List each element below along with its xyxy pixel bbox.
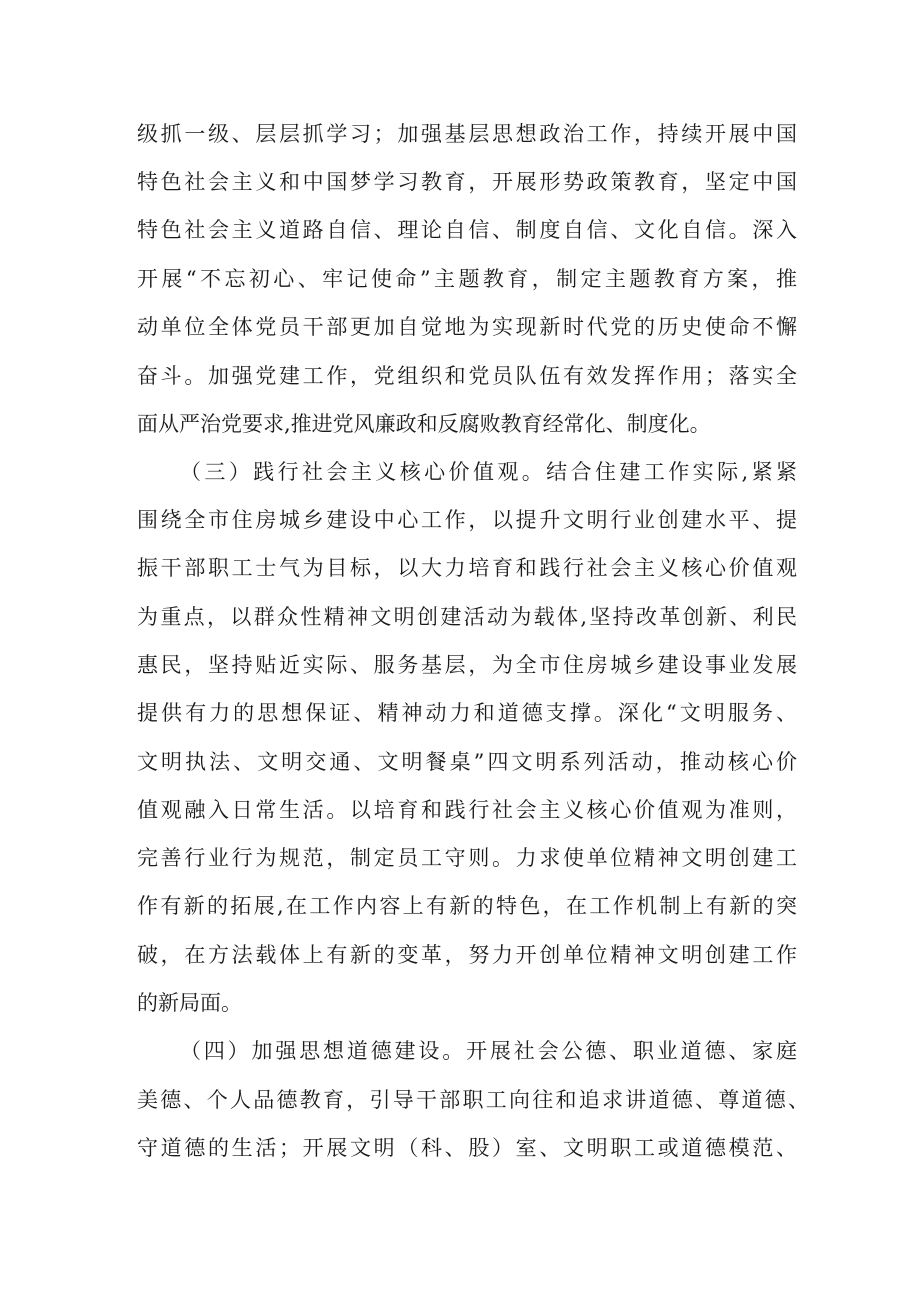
text-line: 提供有力的思想保证、精神动力和道德支撑。深化“文明服务、 [137,701,797,725]
text-line: 面从严治党要求,推进党风廉政和反腐败教育经常化、制度化。 [137,412,711,436]
text-line: 惠民，坚持贴近实际、服务基层，为全市住房城乡建设事业发展 [137,653,797,677]
text-line: 开展“不忘初心、牢记使命”主题教育，制定主题教育方案，推 [137,267,797,291]
text-line: 完善行业行为规范，制定员工守则。力求使单位精神文明创建工 [137,846,797,870]
text-line: 围绕全市住房城乡建设中心工作，以提升文明行业创建水平、提 [137,508,797,532]
text-line: 文明执法、文明交通、文明餐桌”四文明系列活动，推动核心价 [137,750,797,774]
text-line: 作有新的拓展,在工作内容上有新的特色，在工作机制上有新的突 [137,894,797,918]
paragraph-heading-line: （三）践行社会主义核心价值观。结合住建工作实际,紧紧 [180,460,797,484]
text-line: 美德、个人品德教育，引导干部职工向往和追求讲道德、尊道德、 [137,1088,809,1112]
text-line: 振干部职工士气为目标，以大力培育和践行社会主义核心价值观 [137,556,797,580]
text-line: 破，在方法载体上有新的变革，努力开创单位精神文明创建工作 [137,943,797,967]
text-line: 为重点，以群众性精神文明创建活动为载体,坚持改革创新、利民 [137,605,797,629]
text-line: 级抓一级、层层抓学习；加强基层思想政治工作，持续开展中国 [137,122,797,146]
text-line: 值观融入日常生活。以培育和践行社会主义核心价值观为准则， [137,798,797,822]
text-line: 动单位全体党员干部更加自觉地为实现新时代党的历史使命不懈 [137,315,797,339]
text-line: 特色社会主义道路自信、理论自信、制度自信、文化自信。深入 [137,218,797,242]
text-line: 特色社会主义和中国梦学习教育，开展形势政策教育，坚定中国 [137,170,797,194]
text-line: 守道德的生活；开展文明（科、股）室、文明职工或道德模范、 [137,1136,797,1160]
paragraph-heading-line: （四）加强思想道德建设。开展社会公德、职业道德、家庭 [180,1039,797,1063]
text-line: 奋斗。加强党建工作，党组织和党员队伍有效发挥作用；落实全 [137,364,797,388]
text-line: 的新局面。 [137,991,242,1015]
